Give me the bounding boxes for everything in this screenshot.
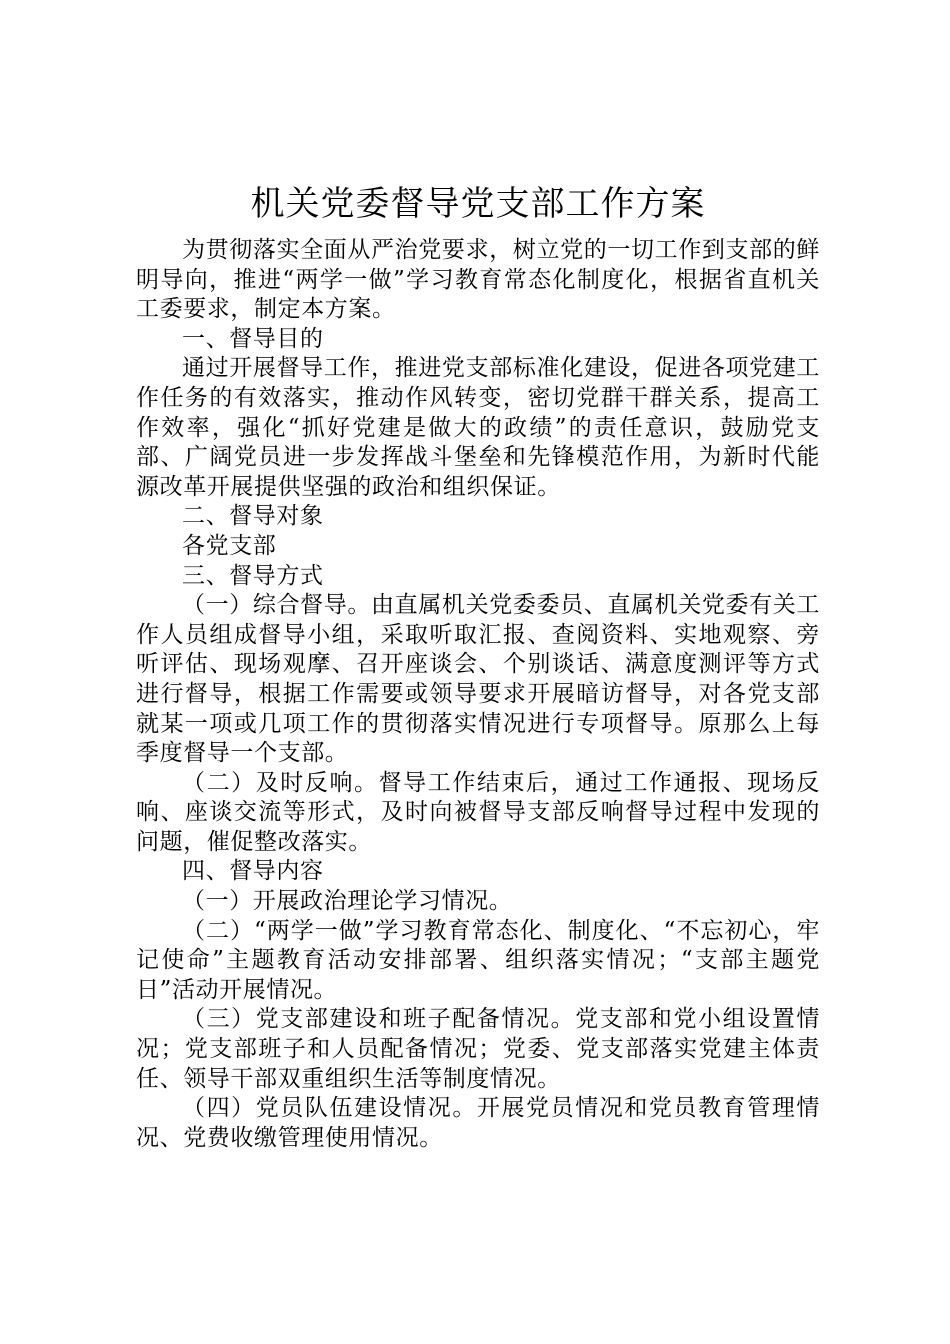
paragraph-content-1: （一）开展政治理论学习情况。 [182, 888, 513, 915]
paragraph-content-4: （四）党员队伍建设情况。开展党员情况和党员教育管理情况、党费收缴管理使用情况。 [136, 1095, 820, 1151]
paragraph-purpose: 通过开展督导工作，推进党支部标准化建设，促进各项党建工作任务的有效落实，推动作风转变，密切党群干群关系，提高工作效率，强化“抓好党建是做大的政绩”的责任意识，鼓励党支部、广阔党员进一步发挥战斗堡垒和先锋模范作用，为新时代能源改革开展提供坚强的政治和组织保证。 [136, 355, 820, 500]
paragraph-targets: 各党支部 [182, 532, 277, 559]
paragraph-method-1: （一）综合督导。由直属机关党委委员、直属机关党委有关工作人员组成督导小组，采取听取汇报、查阅资料、实地观察、旁听评估、现场观摩、召开座谈会、个别谈话、满意度测评等方式进行督导，根据工作需要或领导要求开展暗访督导，对各党支部就某一项或几项工作的贯彻落实情况进行专项督导。原那么上每季度督导一个支部。 [136, 592, 820, 767]
paragraph-method-2: （二）及时反响。督导工作结束后，通过工作通报、现场反响、座谈交流等形式，及时向被督导支部反响督导过程中发现的问题，催促整改落实。 [136, 769, 820, 855]
heading-section-4: 四、督导内容 [182, 858, 324, 885]
document-title: 机关党委督导党支部工作方案 [250, 184, 706, 224]
paragraph-content-3: （三）党支部建设和班子配备情况。党支部和党小组设置情况；党支部班子和人员配备情况；党委、党支部落实党建主体责任、领导干部双重组织生活等制度情况。 [136, 1006, 820, 1092]
paragraph-intro: 为贯彻落实全面从严治党要求，树立党的一切工作到支部的鲜明导向，推进“两学一做”学习教育常态化制度化，根据省直机关工委要求，制定本方案。 [136, 237, 820, 323]
heading-section-2: 二、督导对象 [182, 503, 324, 530]
paragraph-content-2: （二）“两学一做”学习教育常态化、制度化、“不忘初心，牢记使命”主题教育活动安排部署、组织落实情况；“支部主题党日”活动开展情况。 [136, 917, 820, 1003]
heading-section-1: 一、督导目的 [182, 325, 324, 352]
document-page [136, 180, 820, 1153]
heading-section-3: 三、督导方式 [182, 562, 324, 589]
